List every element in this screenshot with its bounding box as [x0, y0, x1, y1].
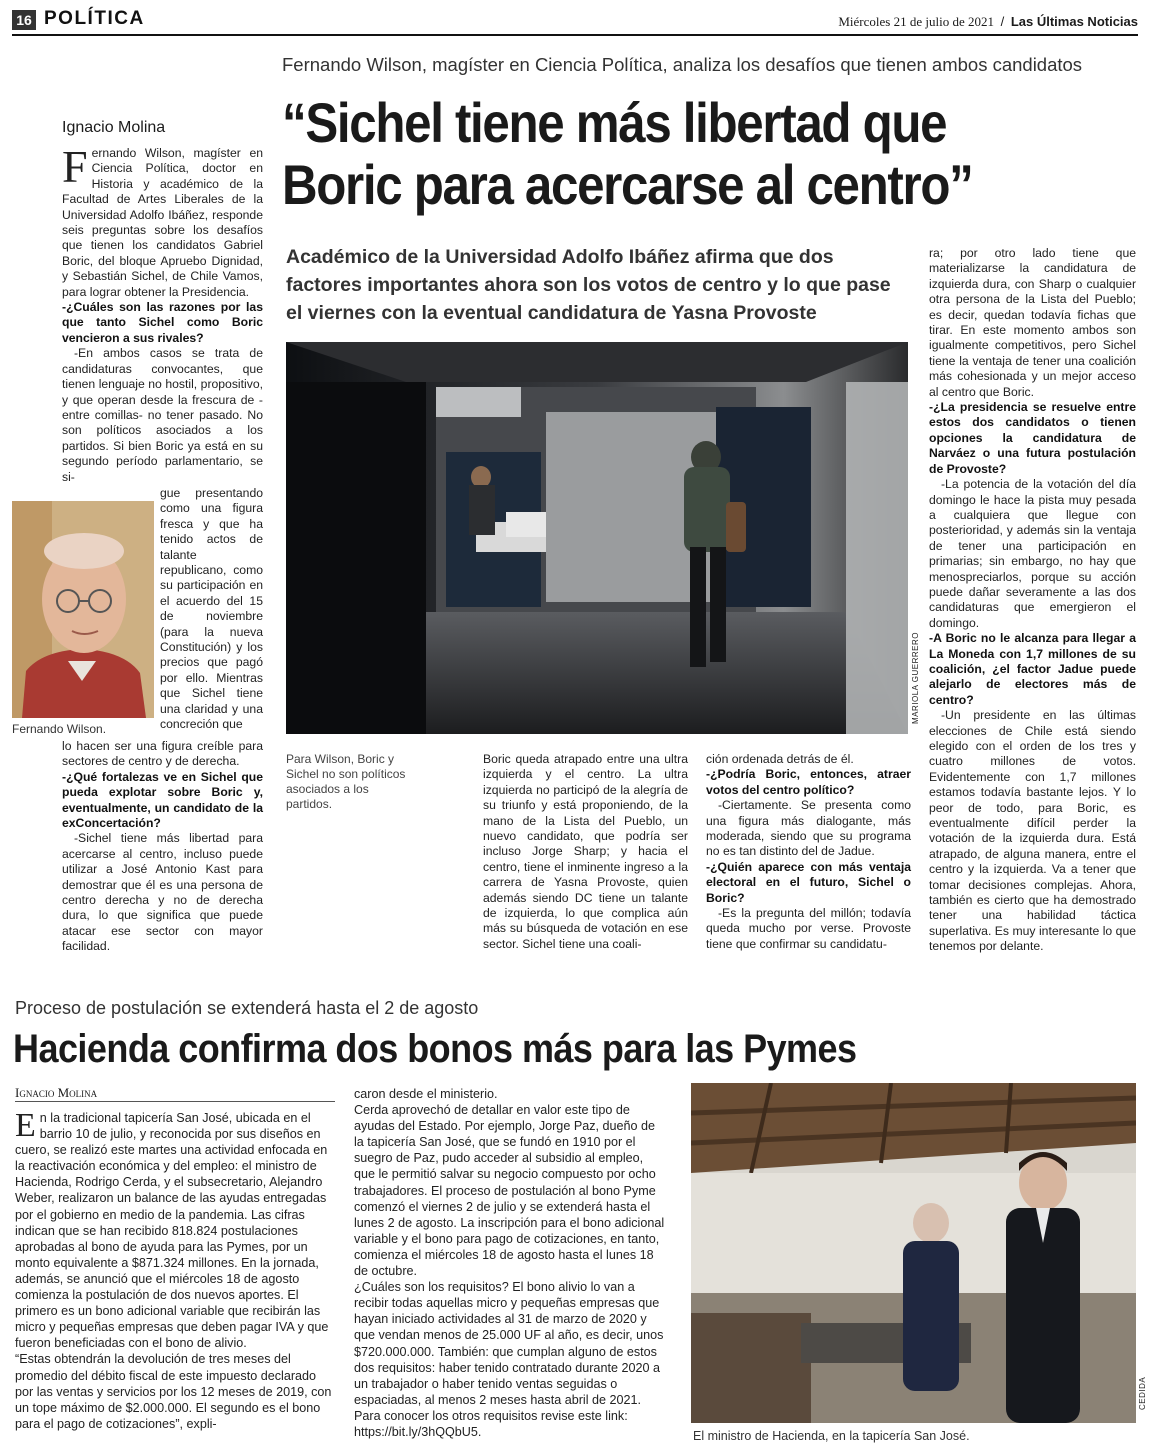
answer-5: -La potencia de la votación del día domingo le hace la pista muy pesada a cualquiera que llegue con posterioridad, y además sin la ventaja de tener una participación en primarias; sin embargo, no hay que menospreciarlos, porque su acción puede dañar severamente a las dos candidaturas que emergieron el domingo. [929, 477, 1136, 630]
article1-column-1 [62, 141, 263, 485]
column-4-top: ción ordenada detrás de él. [706, 752, 854, 766]
issue-date: Miércoles 21 de julio de 2021 [838, 14, 994, 29]
article2-column-2-d: Para conocer los otros requisitos revise este link: https://bit.ly/3hQQbU5. [354, 1408, 628, 1439]
page-number: 16 [12, 10, 36, 30]
article2-column-2-c: ¿Cuáles son los requisitos? El bono alivio lo van a recibir todas aquellas micro y pequeñas empresas que hayan iniciado actividades al 31 de marzo de 2020 y que vendan menos de 25.000 UF al año, es decir, unos $720.000.000. También: que cumplan alguno de estos dos requisitos: haber tenido contratado durante 2020 a un trabajador o haber tenido ventas seguidas o espaciadas, al menos 2 meses hasta abril de 2021. [354, 1280, 664, 1407]
section-title: POLÍTICA [44, 8, 145, 29]
article1-deck: Académico de la Universidad Adolfo Ibáñez afirma que dos factores importantes ahora son los votos de centro y lo que pase el viernes con la eventual candidatura de Yasna Provoste [286, 246, 891, 324]
question-4: - ¿Quién aparece con más ventaja electoral en el futuro, Sichel o Boric? [706, 860, 911, 906]
article2-column-1 [15, 1107, 335, 1432]
article2-headline: Hacienda confirma dos bonos más para las Pymes [13, 1027, 857, 1071]
article1-intro: ernando Wilson, magíster en Ciencia Política, doctor en Historia y académico de la Facultad de Artes Liberales de la Universidad Adolfo Ibáñez, responde seis preguntas sobre los desafíos que tienen los candidatos Gabriel Boric, del bloque Apruebo Dignidad, y Sebastián Sichel, de Chile Vamos, para lograr obtener la Presidencia. [62, 146, 263, 299]
article2-column-1-b: “Estas obtendrán la devolución de tres meses del promedio del débito fiscal de este impuesto declarado por las ventas y servicios por los 12 meses de 2019, con un tope máximo de $2.000.000. El segundo es el bono para el pago de cotizaciones”, expli- [15, 1352, 332, 1431]
photo2-credit: CEDIDA [1138, 1376, 1147, 1410]
article2-column-1-a: n la tradicional tapicería San José, ubicada en el barrio 10 de julio, y reconocida por sus diseños en cuero, se realizó este martes una actividad enfocada en la reactivación económica y del empleo: el ministro de Hacienda, Rodrigo Cerda, y el subsecretario, Alejandro Weber, realizaron un balance de las ayudas entregadas por el gobierno en medio de la pandemia. Las cifras indican que se han recibido 818.824 postulaciones aprobadas al bono de ayuda para las Pymes, por un monto equivalente a $871.324 millones. En la jornada, además, se anunció que el miércoles 18 de agosto comienza la postulación de dos nuevos aportes. El primero es un bono adicional variable que recibirán las micro y pequeñas empresas que deben pagar IVA y que fueron beneficiadas con el bono de alivio. [15, 1111, 329, 1351]
question-1: - ¿Cuáles son las razones por las que tanto Sichel como Boric vencieron a sus rivales? [62, 300, 263, 346]
article2-column-2-b: Cerda aprovechó de detallar en valor este tipo de ayudas del Estado. Por ejemplo, Jorge Paz, dueño de la tapicería San José, que se fundó en 1910 por el suegro de Paz, pudo acceder al subsidio al empleo, que le permitió salvar su negocio compuesto por ocho trabajadores. El proceso de postulación al bono Pyme comenzó el viernes 2 de julio y se extenderá hasta el lunes 2 de agosto. La inscripción para el bono adicional variable y el bono para pago de cotizaciones, en tanto, comienza el miércoles 18 de agosto hasta el lunes 18 de octubre. [354, 1103, 665, 1279]
wilson-portrait [12, 501, 154, 718]
article1-column-5 [929, 246, 1136, 955]
article1-column-3 [483, 752, 688, 952]
upholstery-photo-svg [691, 1083, 1136, 1423]
voting-photo-svg [286, 342, 908, 734]
article1-column-1-bottom [62, 739, 263, 955]
headline-line-1: “Sichel tiene más libertad que [282, 91, 947, 154]
column-3-text: Boric queda atrapado entre una ultra izquierda y el centro. La ultra izquierda no participó de la alegría de su triunfo y está proponiendo, de la mano de la Lista del Pueblo, un nuevo candidato, que podría ser incluso Jorge Sharp; y hacia el centro, tiene el inminente ingreso a la carrera de Yasna Provoste, quien además siendo DC tiene un talante de izquierda, lo que complica aún más su búsqueda de votación en ese sector. Sichel tiene una coali- [483, 752, 688, 951]
answer-1-bottom: lo hacen ser una figura creíble para sectores de centro y de derecha. [62, 739, 263, 769]
answer-3: -Ciertamente. Se presenta como una figura más dialogante, más moderada, siendo que su programa no es tan distinto del de Jadue. [706, 798, 911, 859]
article1-column-4 [706, 752, 911, 952]
article2-byline: Ignacio Molina [15, 1085, 335, 1102]
header-separator: / [1000, 14, 1005, 29]
article2-kicker: Proceso de postulación se extenderá hasta el 2 de agosto [15, 998, 479, 1018]
headline-line-2: Boric para acercarse al centro” [282, 153, 973, 216]
photo2-caption: El ministro de Hacienda, en la tapicería San José. [693, 1429, 970, 1443]
question-2: - ¿Qué fortalezas ve en Sichel que pueda explotar sobre Boric y, eventualmente, un candidato de la exConcertación? [62, 770, 263, 832]
page-header [12, 8, 1138, 36]
photo-caption: Para Wilson, Boric y Sichel no son políticos asociados a los partidos. [286, 752, 406, 811]
portrait-svg [12, 501, 154, 718]
dropcap-f: F [62, 141, 88, 192]
article2-column-2 [354, 1086, 666, 1440]
answer-1-top: -En ambos casos se trata de candidaturas convocantes, que tienen lenguaje no hostil, propositivo, y que operan desde la frescura de -entre comillas- no tener pasado. No son políticos asociados a los partidos. Si bien Boric ya está en su segundo período parlamentario, se si- [62, 346, 263, 484]
answer-6: -Un presidente en las últimas elecciones de Chile está siendo elegido con el orden de los tres y cuatro millones de votos. Evidentemente con 1,7 millones estamos todavía bastante lejos. Y lo peor de todo, para Boric, es eventualmente difícil perder la votación de la izquierda dura. Está atrapado, de alguna manera, entre el centro y la izquierda. Va a tener que tomar decisiones complejas. Ahora, también es cierto que ha demostrado tener una habilidad táctica superlativa. Es muy interesante lo que tenemos por delante. [929, 708, 1136, 954]
answer-2: -Sichel tiene más libertad para acercarse al centro, incluso puede utilizar a José Antonio Kast para demostrar que él es una persona de centro derecha y no de derecha dura, lo que significa que puede atacar ese sector con mayor facilidad. [62, 831, 263, 954]
article1-kicker: Fernando Wilson, magíster en Ciencia Política, analiza los desafíos que tienen ambos candidatos [282, 54, 1083, 75]
newspaper-name: Las Últimas Noticias [1010, 14, 1138, 29]
dropcap-e: E [15, 1107, 36, 1144]
article1-headline [282, 92, 1039, 216]
article2-column-2-a: caron desde el ministerio. [354, 1087, 498, 1101]
answer-1-side: gue presentando como una figura fresca y que ha tenido actos de talante republicano, como su participación en el acuerdo del 15 de noviembre (para la nueva Constitución) y los precios que pagó por ello. Mientras que Sichel tiene una claridad y una concreción que [160, 486, 263, 732]
column-5-top: ra; por otro lado tiene que materializarse la candidatura de izquierda dura, con Sharp o cualquier otra persona de la Lista del Pueblo; es decir, quedan todavía fichas que tirar. En este momento ambos son igualmente competitivos, pero Sichel tiene la ventaja de tener una coalición más cohesionada y un mejor acceso al centro que Boric. [929, 246, 1136, 399]
answer-4: -Es la pregunta del millón; todavía queda mucho por verse. Provoste tiene que confirmar su candidatu- [706, 906, 911, 951]
portrait-caption: Fernando Wilson. [12, 722, 107, 736]
article2-photo [691, 1083, 1136, 1423]
article1-photo [286, 342, 908, 734]
question-6: - A Boric no le alcanza para llegar a La Moneda con 1,7 millones de su coalición, ¿el factor Jadue puede alejarlo de electores más de centro? [929, 631, 1136, 708]
photo-credit: MARIOLA GUERRERO [911, 631, 920, 724]
article1-byline: Ignacio Molina [62, 119, 166, 136]
article1-column-1-side [160, 486, 263, 733]
question-3: - ¿Podría Boric, entonces, atraer votos del centro político? [706, 767, 911, 798]
question-5: - ¿La presidencia se resuelve entre estos dos candidatos o tienen opciones la candidatura de Narváez o una futura postulación de Provoste? [929, 400, 1136, 477]
